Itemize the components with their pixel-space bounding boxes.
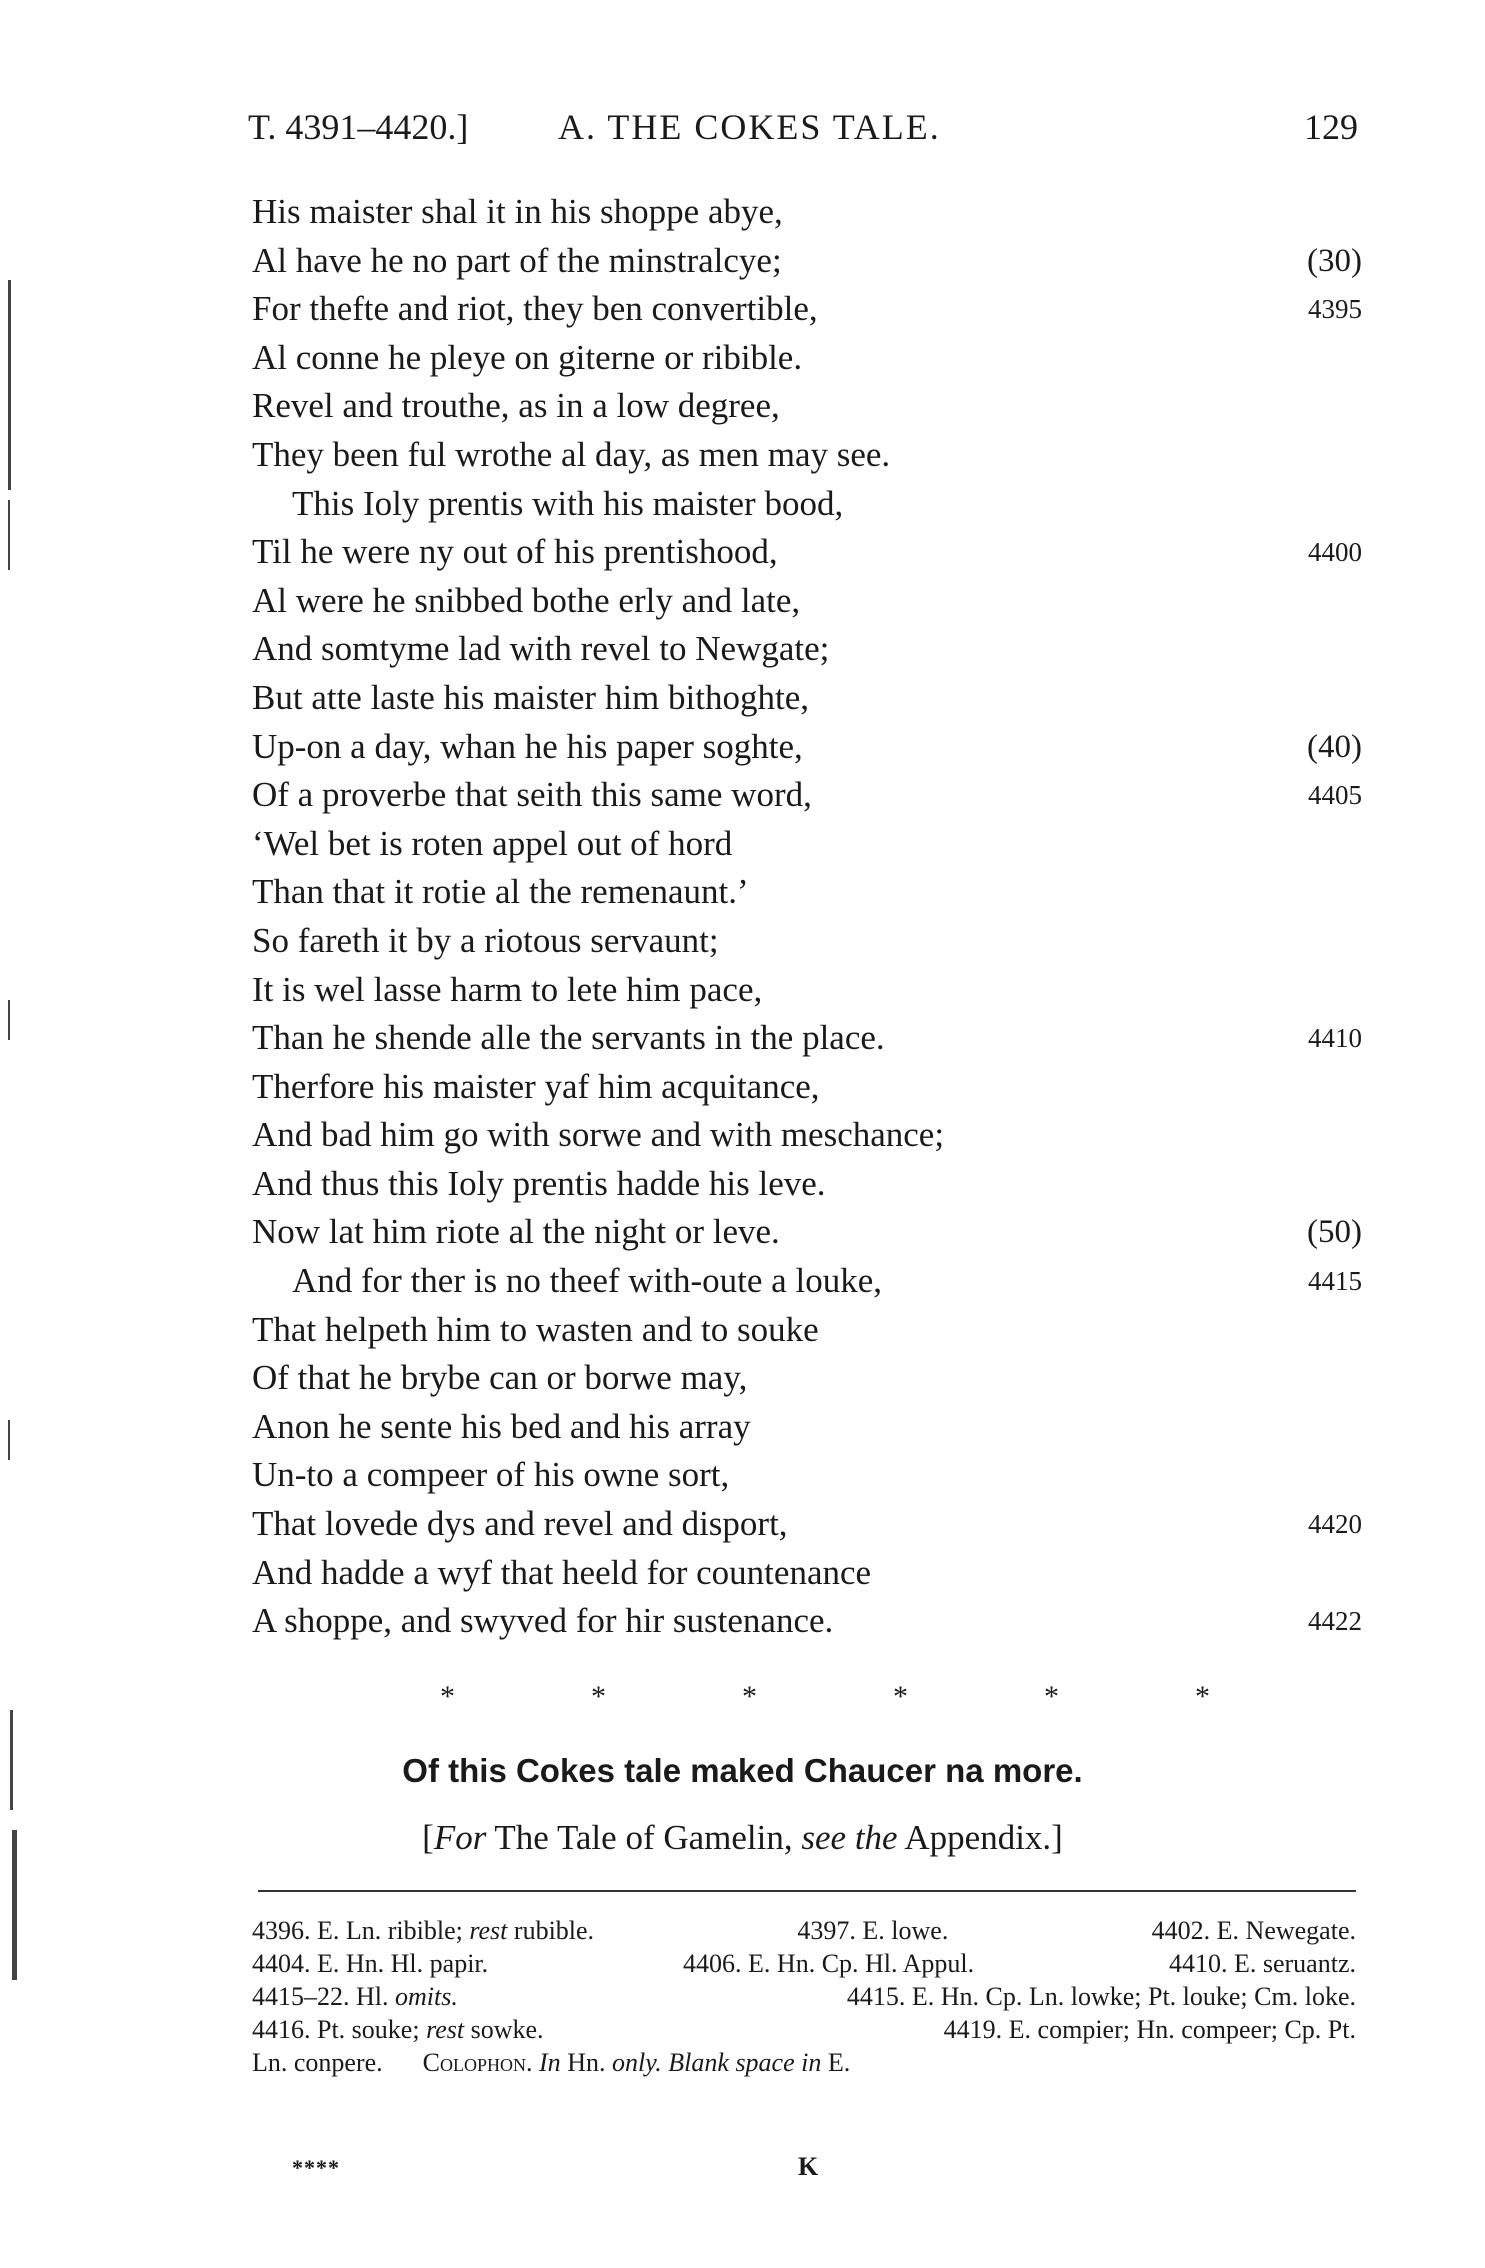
note-line bbox=[252, 2013, 1356, 2046]
verse-text: And for ther is no theef with-oute a louke, bbox=[292, 1261, 882, 1301]
note-text: 4416. Pt. souke; bbox=[252, 2015, 420, 2044]
verse-line bbox=[252, 480, 1362, 529]
note-text: rubible. bbox=[513, 1916, 595, 1945]
line-number: 4395 bbox=[1308, 294, 1362, 325]
section-line-number: (50) bbox=[1307, 1214, 1362, 1251]
verse-text: Til he were ny out of his prentishood, bbox=[252, 532, 778, 572]
asterisk: * bbox=[1195, 1680, 1210, 1713]
asterism-separator bbox=[440, 1680, 1210, 1714]
note-italic: only. Blank space in bbox=[611, 2048, 822, 2077]
footnote-divider bbox=[258, 1890, 1356, 1892]
note bbox=[252, 1980, 458, 2013]
running-header bbox=[248, 106, 1358, 156]
verse-line bbox=[252, 1208, 1362, 1257]
verse-text: A shoppe, and swyved for hir sustenance. bbox=[252, 1601, 834, 1641]
line-number: 4422 bbox=[1308, 1606, 1362, 1637]
verse-line bbox=[252, 431, 1362, 480]
line-number: 4415 bbox=[1308, 1266, 1362, 1297]
appendix-note bbox=[0, 1818, 1485, 1858]
note: 4406. E. Hn. Cp. Hl. Appul. bbox=[683, 1949, 975, 1978]
verse-line bbox=[252, 1500, 1362, 1549]
page-number: 129 bbox=[1304, 107, 1358, 147]
asterisk: * bbox=[440, 1680, 455, 1713]
note-text: 4396. E. Ln. ribible; bbox=[252, 1916, 463, 1945]
signature-mark: K bbox=[798, 2152, 819, 2181]
note: 4415. E. Hn. Cp. Ln. lowke; Pt. louke; Cm. loke. bbox=[846, 1982, 1356, 2011]
appendix-see: see the bbox=[801, 1818, 898, 1857]
verse-line bbox=[252, 1597, 1362, 1646]
verse-line bbox=[252, 528, 1362, 577]
note-italic: rest bbox=[469, 1916, 508, 1945]
note-text: E. bbox=[827, 2048, 851, 2077]
page-title: A. THE COKES TALE. bbox=[558, 107, 941, 147]
verse-text: And hadde a wyf that heeld for countenance bbox=[252, 1552, 872, 1592]
verse-text: Al were he snibbed bothe erly and late, bbox=[252, 580, 801, 620]
verse-text: And somtyme lad with revel to Newgate; bbox=[252, 629, 830, 669]
note-italic: omits. bbox=[395, 1982, 458, 2011]
verse-text: Anon he sente his bed and his array bbox=[252, 1406, 751, 1446]
textual-notes bbox=[252, 1914, 1356, 2079]
verse-text: His maister shal it in his shoppe abye, bbox=[252, 192, 783, 231]
printer-mark: **** bbox=[292, 2155, 340, 2180]
scan-edge-mark bbox=[12, 1830, 17, 1980]
verse-text: Al conne he pleye on giterne or ribible. bbox=[252, 337, 803, 377]
verse-line bbox=[252, 674, 1362, 723]
verse-block bbox=[252, 188, 1362, 1646]
appendix-for: For bbox=[433, 1818, 487, 1857]
note-line bbox=[252, 1914, 1356, 1947]
line-range-label: T. 4391–4420.] bbox=[248, 107, 469, 147]
verse-text: That helpeth him to wasten and to souke bbox=[252, 1309, 819, 1349]
verse-text: Than he shende alle the servants in the place. bbox=[252, 1018, 885, 1058]
note bbox=[423, 2046, 851, 2079]
note-text: Hn. bbox=[567, 2048, 606, 2077]
asterisk: * bbox=[591, 1680, 606, 1713]
verse-text: For thefte and riot, they ben convertible, bbox=[252, 289, 818, 329]
verse-text: Therfore his maister yaf him acquitance, bbox=[252, 1066, 820, 1106]
note-italic: rest bbox=[426, 2015, 465, 2044]
colophon-label: Colophon. bbox=[422, 2048, 533, 2077]
verse-text: It is wel lasse harm to lete him pace, bbox=[252, 969, 763, 1009]
note-line bbox=[252, 2046, 1356, 2079]
bracket: [ bbox=[422, 1818, 434, 1857]
verse-line bbox=[252, 334, 1362, 383]
note: 4402. E. Newegate. bbox=[1151, 1916, 1356, 1945]
note: 4419. E. compier; Hn. compeer; Cp. Pt. bbox=[943, 2015, 1356, 2044]
verse-text: That lovede dys and revel and disport, bbox=[252, 1504, 788, 1544]
note bbox=[252, 1914, 594, 1947]
scan-edge-mark bbox=[8, 280, 11, 490]
verse-line bbox=[252, 1160, 1362, 1209]
verse-text: Of a proverbe that seith this same word, bbox=[252, 775, 812, 815]
verse-line bbox=[252, 1306, 1362, 1355]
verse-text: But atte laste his maister him bithoghte, bbox=[252, 677, 809, 717]
verse-line bbox=[252, 1063, 1362, 1112]
appendix-text-2: Appendix.] bbox=[897, 1818, 1063, 1857]
note-italic: In bbox=[539, 2048, 561, 2077]
verse-line bbox=[252, 285, 1362, 334]
scan-edge-mark bbox=[8, 1000, 10, 1040]
note: Ln. conpere. bbox=[252, 2048, 383, 2077]
scan-edge-mark bbox=[8, 500, 10, 570]
verse-line bbox=[252, 1403, 1362, 1452]
verse-text: ‘Wel bet is roten appel out of hord bbox=[252, 823, 733, 863]
colophon: Of this Cokes tale maked Chaucer na more. bbox=[402, 1752, 1083, 1789]
note: 4410. E. seruantz. bbox=[1168, 1949, 1356, 1978]
appendix-text-1: The Tale of Gamelin, bbox=[486, 1818, 802, 1857]
verse-line bbox=[252, 1451, 1362, 1500]
asterisk: * bbox=[1044, 1680, 1059, 1713]
note-text: 4415–22. Hl. bbox=[252, 1982, 389, 2011]
verse-text: Than that it rotie al the remenaunt.’ bbox=[252, 872, 749, 912]
verse-line bbox=[252, 1111, 1362, 1160]
verse-text: And bad him go with sorwe and with meschance; bbox=[252, 1115, 945, 1155]
note: 4404. E. Hn. Hl. papir. bbox=[252, 1949, 489, 1978]
verse-line bbox=[252, 625, 1362, 674]
verse-text: This Ioly prentis with his maister bood, bbox=[292, 483, 844, 523]
note bbox=[252, 2013, 544, 2046]
verse-text: Un-to a compeer of his owne sort, bbox=[252, 1455, 730, 1495]
verse-text: Up-on a day, whan he his paper soghte, bbox=[252, 726, 803, 766]
scan-edge-mark bbox=[10, 1710, 13, 1810]
verse-line bbox=[252, 723, 1362, 772]
scan-edge-mark bbox=[8, 1420, 10, 1460]
verse-text: And thus this Ioly prentis hadde his leve. bbox=[252, 1163, 826, 1203]
note-text: sowke. bbox=[470, 2015, 544, 2044]
verse-line bbox=[252, 820, 1362, 869]
verse-text: Al have he no part of the minstralcye; bbox=[252, 240, 782, 280]
verse-text: Revel and trouthe, as in a low degree, bbox=[252, 386, 780, 426]
line-number: 4405 bbox=[1308, 780, 1362, 811]
note: 4397. E. lowe. bbox=[797, 1916, 949, 1945]
verse-line bbox=[252, 577, 1362, 626]
note-line bbox=[252, 1980, 1356, 2013]
verse-text: So fareth it by a riotous servaunt; bbox=[252, 920, 719, 960]
line-number: 4410 bbox=[1308, 1023, 1362, 1054]
verse-line bbox=[252, 1257, 1362, 1306]
verse-line bbox=[252, 1014, 1362, 1063]
verse-text: They been ful wrothe al day, as men may see. bbox=[252, 434, 891, 474]
asterisk: * bbox=[893, 1680, 908, 1713]
verse-line bbox=[252, 771, 1362, 820]
verse-line bbox=[252, 966, 1362, 1015]
verse-line bbox=[252, 188, 1362, 237]
verse-line bbox=[252, 382, 1362, 431]
section-line-number: (30) bbox=[1307, 242, 1362, 279]
verse-text: Of that he brybe can or borwe may, bbox=[252, 1358, 748, 1398]
line-number: 4400 bbox=[1308, 537, 1362, 568]
note-line bbox=[252, 1947, 1356, 1980]
verse-line bbox=[252, 917, 1362, 966]
verse-line bbox=[252, 1354, 1362, 1403]
verse-line bbox=[252, 1549, 1362, 1598]
asterisk: * bbox=[742, 1680, 757, 1713]
verse-line bbox=[252, 237, 1362, 286]
line-number: 4420 bbox=[1308, 1509, 1362, 1540]
verse-text: Now lat him riote al the night or leve. bbox=[252, 1212, 780, 1252]
section-line-number: (40) bbox=[1307, 728, 1362, 765]
verse-line bbox=[252, 868, 1362, 917]
